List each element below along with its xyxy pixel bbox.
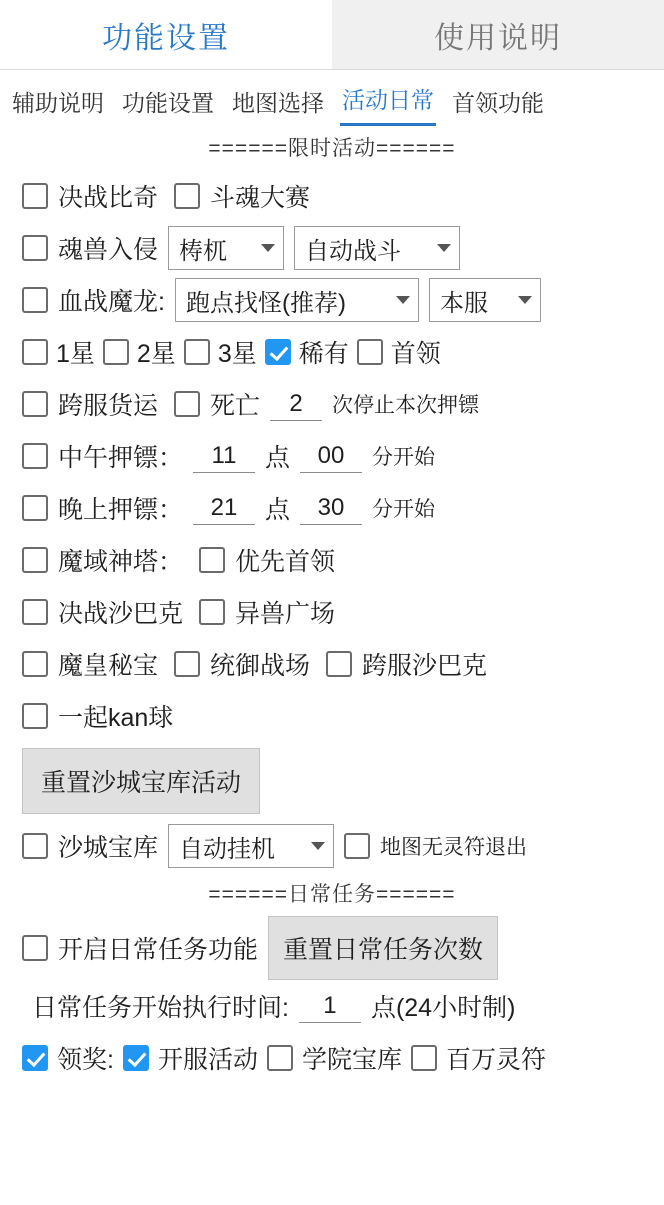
checkbox-academy-vault[interactable] xyxy=(267,1045,293,1071)
input-night-escort-minute[interactable] xyxy=(300,492,362,525)
checkbox-exit-no-talisman[interactable] xyxy=(344,833,370,859)
label-claim-rewards: 领奖: xyxy=(57,1046,114,1074)
checkbox-cross-server-freight[interactable] xyxy=(22,391,48,417)
label-daily-task-start-time: 日常任务开始执行时间: xyxy=(32,994,289,1022)
label-server-opening-event: 开服活动 xyxy=(157,1046,258,1074)
label-noon-escort-hour-unit: 点 xyxy=(265,444,291,472)
dropdown-blood-dragon-server-value: 本服 xyxy=(439,289,488,317)
label-night-escort: 晚上押镖： xyxy=(58,496,184,524)
label-academy-vault: 学院宝库 xyxy=(301,1046,402,1074)
label-death-suffix: 次停止本次押镖 xyxy=(332,394,480,417)
row-sabak-vault xyxy=(0,820,664,872)
checkbox-million-talisman[interactable] xyxy=(411,1045,437,1071)
input-death-count[interactable] xyxy=(270,388,322,421)
row-star-filters xyxy=(0,326,664,378)
label-priority-boss: 优先首领 xyxy=(235,548,336,576)
tab-instructions-label: 使用说明 xyxy=(434,21,562,55)
tab-function-settings-label: 功能设置 xyxy=(102,21,230,55)
row-night-escort xyxy=(0,482,664,534)
label-blood-dragon: 血战魔龙: xyxy=(58,288,165,316)
sidebar-item-daily-activity[interactable] xyxy=(340,78,436,126)
row-demon-emperor-treasure xyxy=(0,638,664,690)
checkbox-beast-plaza[interactable] xyxy=(199,599,225,625)
row-soul-beast-invasion xyxy=(0,222,664,274)
dropdown-blood-dragon-mode[interactable] xyxy=(175,278,419,322)
input-noon-escort-hour[interactable] xyxy=(193,440,255,473)
checkbox-soul-beast-invasion[interactable] xyxy=(22,235,48,261)
checkbox-rare[interactable] xyxy=(265,339,291,365)
input-daily-task-start-hour[interactable] xyxy=(299,990,361,1023)
chevron-down-icon xyxy=(437,244,451,252)
section-header-limited-activity: ======限时活动====== xyxy=(208,137,456,160)
sub-tab-label: 功能设置 xyxy=(122,90,214,116)
top-tab-bar xyxy=(0,0,664,70)
checkbox-star-1[interactable] xyxy=(22,339,48,365)
label-demon-tower: 魔域神塔： xyxy=(58,548,184,576)
sidebar-item-help[interactable] xyxy=(10,81,106,126)
tab-instructions[interactable] xyxy=(332,0,664,69)
chevron-down-icon xyxy=(311,842,325,850)
label-sabak-battle: 决战沙巴克 xyxy=(58,600,184,628)
row-sabak-battle xyxy=(0,586,664,638)
input-night-escort-hour[interactable] xyxy=(193,492,255,525)
label-soul-beast-invasion: 魂兽入侵 xyxy=(58,236,159,264)
checkbox-claim-rewards[interactable] xyxy=(22,1045,48,1071)
row-noon-escort xyxy=(0,430,664,482)
sub-tab-label: 首领功能 xyxy=(452,90,544,116)
checkbox-cross-server-sabak[interactable] xyxy=(326,651,352,677)
label-boss: 首领 xyxy=(390,340,441,368)
label-sabak-vault: 沙城宝库 xyxy=(58,834,159,862)
sub-tab-label: 地图选择 xyxy=(232,90,324,116)
checkbox-demon-emperor-treasure[interactable] xyxy=(22,651,48,677)
checkbox-play-ball[interactable] xyxy=(22,703,48,729)
label-star-3: 3星 xyxy=(217,340,257,368)
sub-tab-label: 活动日常 xyxy=(342,87,434,113)
row-play-ball xyxy=(0,690,664,742)
dropdown-soul-beast-target[interactable] xyxy=(168,226,284,270)
label-decisive-battle: 决战比奇 xyxy=(58,184,159,212)
label-million-talisman: 百万灵符 xyxy=(445,1046,546,1074)
checkbox-enable-daily-task[interactable] xyxy=(22,935,48,961)
chevron-down-icon xyxy=(261,244,275,252)
label-star-2: 2星 xyxy=(136,340,176,368)
checkbox-demon-tower[interactable] xyxy=(22,547,48,573)
checkbox-sabak-vault[interactable] xyxy=(22,833,48,859)
row-daily-task-enable xyxy=(0,916,664,980)
label-rare: 稀有 xyxy=(298,340,349,368)
dropdown-soul-beast-mode[interactable] xyxy=(294,226,460,270)
label-soul-contest: 斗魂大赛 xyxy=(210,184,311,212)
chevron-down-icon xyxy=(518,296,532,304)
label-star-1: 1星 xyxy=(56,340,95,368)
row-rewards xyxy=(0,1032,664,1084)
label-daily-task-start-suffix: 点(24小时制) xyxy=(370,994,516,1022)
row-decisive-battle xyxy=(0,170,664,222)
label-cross-server-sabak: 跨服沙巴克 xyxy=(362,652,488,680)
checkbox-dominion-battlefield[interactable] xyxy=(174,651,200,677)
label-enable-daily-task: 开启日常任务功能 xyxy=(58,936,259,964)
checkbox-decisive-battle[interactable] xyxy=(22,183,48,209)
dropdown-blood-dragon-server[interactable] xyxy=(429,278,541,322)
dropdown-sabak-vault-mode-value: 自动挂机 xyxy=(179,835,276,863)
label-night-escort-hour-unit: 点 xyxy=(265,496,291,524)
reset-sabak-vault-button[interactable]: 重置沙城宝库活动 xyxy=(22,748,260,814)
checkbox-sabak-battle[interactable] xyxy=(22,599,48,625)
checkbox-star-3[interactable] xyxy=(184,339,210,365)
reset-vault-button-wrap xyxy=(0,742,664,820)
chevron-down-icon xyxy=(396,296,410,304)
sidebar-item-map[interactable] xyxy=(230,81,326,126)
row-blood-dragon xyxy=(0,274,664,326)
checkbox-server-opening-event[interactable] xyxy=(123,1045,149,1071)
sidebar-item-settings[interactable] xyxy=(120,81,216,126)
label-play-ball: 一起kan球 xyxy=(58,704,174,732)
row-cross-server-freight xyxy=(0,378,664,430)
checkbox-soul-contest[interactable] xyxy=(174,183,200,209)
row-daily-task-start-time xyxy=(0,980,664,1032)
dropdown-soul-beast-mode-value: 自动战斗 xyxy=(305,237,402,265)
label-beast-plaza: 异兽广场 xyxy=(235,600,336,628)
sub-tab-label: 辅助说明 xyxy=(12,90,104,116)
label-night-escort-minute-unit: 分开始 xyxy=(372,498,436,521)
checkbox-death-stop[interactable] xyxy=(174,391,200,417)
section-header-daily-task: ======日常任务====== xyxy=(208,883,456,906)
reset-daily-task-count-button[interactable]: 重置日常任务次数 xyxy=(268,916,498,980)
label-noon-escort-minute-unit: 分开始 xyxy=(372,446,436,469)
checkbox-boss[interactable] xyxy=(357,339,383,365)
label-cross-server-freight: 跨服货运 xyxy=(58,392,159,420)
dropdown-blood-dragon-mode-value: 跑点找怪(推荐) xyxy=(185,289,346,317)
dropdown-sabak-vault-mode[interactable] xyxy=(168,824,334,868)
label-dominion-battlefield: 统御战场 xyxy=(210,652,311,680)
sidebar-item-boss[interactable] xyxy=(450,81,546,126)
row-demon-tower xyxy=(0,534,664,586)
label-death: 死亡 xyxy=(210,392,261,420)
checkbox-night-escort[interactable] xyxy=(22,495,48,521)
checkbox-star-2[interactable] xyxy=(103,339,129,365)
checkbox-blood-dragon[interactable] xyxy=(22,287,48,313)
label-demon-emperor-treasure: 魔皇秘宝 xyxy=(58,652,159,680)
checkbox-priority-boss[interactable] xyxy=(199,547,225,573)
label-exit-no-talisman: 地图无灵符退出 xyxy=(380,836,528,859)
sub-tab-bar xyxy=(0,70,664,126)
dropdown-soul-beast-target-value: 梼杌 xyxy=(179,237,228,265)
label-noon-escort: 中午押镖： xyxy=(58,444,184,472)
input-noon-escort-minute[interactable] xyxy=(300,440,362,473)
checkbox-noon-escort[interactable] xyxy=(22,443,48,469)
tab-function-settings[interactable] xyxy=(0,0,332,69)
